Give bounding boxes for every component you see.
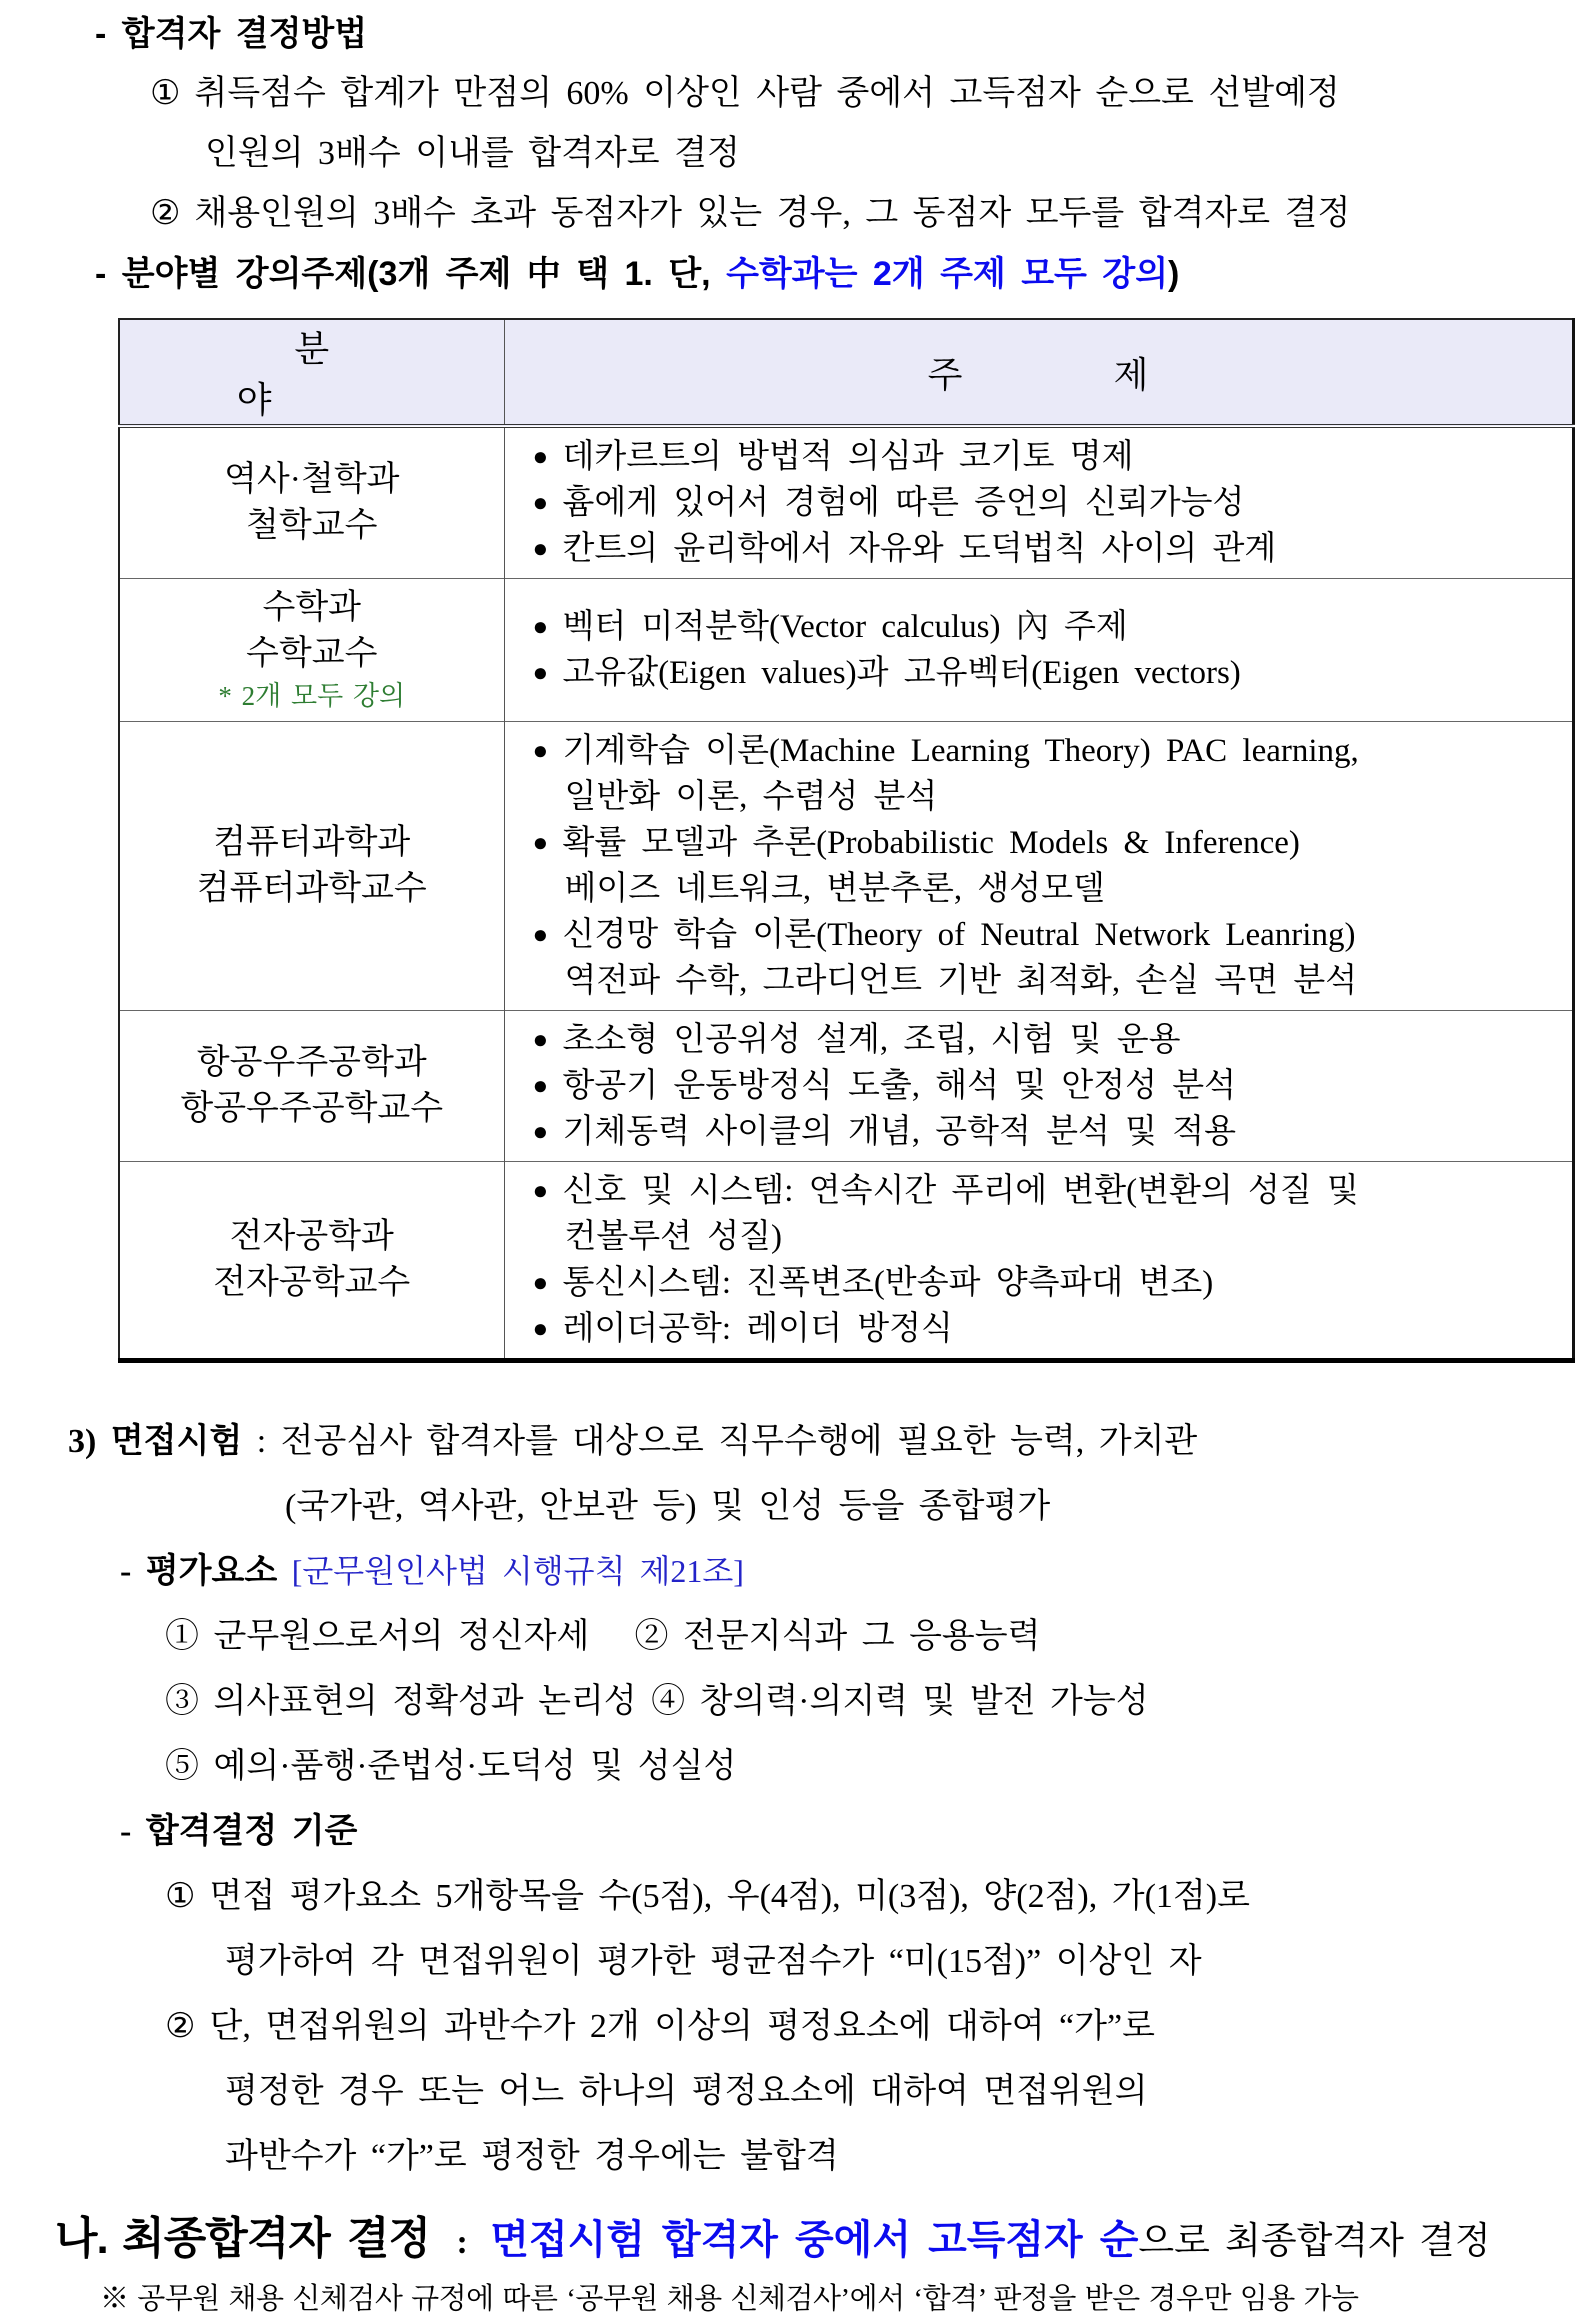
- circled-1: ①: [150, 75, 181, 112]
- eval-item-3: ③ 의사표현의 정확성과 논리성: [165, 1683, 637, 1720]
- pass-item-2-line-1: [150, 184, 1582, 244]
- table-row-electronics: [119, 1162, 1573, 1361]
- heading-pass-decision-method: - 합격자 결정방법: [95, 15, 368, 53]
- final-rest-text: 으로 최종합격자 결정: [1138, 2221, 1491, 2262]
- topic-line: ● 기계학습 이론(Machine Learning Theory) PAC learning,: [523, 728, 1572, 774]
- lecture-heading-blue-note: 수학과는 2개 주제 모두 강의: [726, 255, 1169, 293]
- heading-lecture-topics: [95, 244, 1582, 304]
- bullet-icon: ●: [532, 612, 549, 641]
- circled-2: ②: [150, 195, 181, 232]
- bullet-icon: ●: [532, 1117, 549, 1146]
- bullet-icon: ●: [532, 920, 549, 949]
- field-name: [119, 1162, 504, 1361]
- field-line: 항공우주공학과: [196, 1044, 427, 1081]
- field-line: 항공우주공학교수: [180, 1090, 444, 1127]
- field-subject-table: [118, 318, 1575, 1363]
- topic-line: ● 기체동력 사이클의 개념, 공학적 분석 및 적용: [523, 1109, 1572, 1155]
- topic-line: ● 레이더공학: 레이더 방정식: [523, 1306, 1572, 1352]
- lecture-heading-prefix: - 분야별 강의주제(3개 주제 中 택 1. 단,: [95, 255, 727, 293]
- eval-row-2: [165, 1669, 1582, 1734]
- pass-item-1-line-1: [150, 64, 1582, 124]
- final-blue-phrase: 면접시험 합격자 중에서 고득점자 순: [490, 2218, 1139, 2262]
- table-row-computer-science: [119, 722, 1573, 1011]
- table-row-aerospace: [119, 1011, 1573, 1162]
- field-line: 수학과: [262, 589, 362, 626]
- eval-item-4: ④ 창의력·의지력 및 발전 가능성: [651, 1683, 1149, 1720]
- topic-line: ● 흄에게 있어서 경험에 따른 증언의 신뢰가능성: [523, 480, 1572, 526]
- topic-line: ● 벡터 미적분학(Vector calculus) 內 주제: [523, 604, 1572, 650]
- interview-section-title: 면접시험: [110, 1423, 243, 1460]
- topics-cell: [504, 426, 1573, 579]
- table-header-field: 분야: [119, 319, 504, 426]
- table-header-subject: 주제: [504, 319, 1573, 426]
- topics-cell: [504, 579, 1573, 722]
- bullet-icon: ●: [532, 1071, 549, 1100]
- interview-section-num: 3): [68, 1423, 97, 1460]
- final-section-title: 최종합격자 결정: [122, 2214, 430, 2263]
- bullet-icon: ●: [532, 658, 549, 687]
- circled-1: ①: [165, 1878, 196, 1915]
- pass-item-2-text-1: 채용인원의 3배수 초과 동점자가 있는 경우, 그 동점자 모두를 합격자로 결정: [194, 195, 1351, 232]
- bullet-icon: ●: [532, 534, 549, 563]
- topic-line: ● 확률 모델과 추론(Probabilistic Models & Inference): [523, 820, 1572, 866]
- topic-line: ● 고유값(Eigen values)과 고유벡터(Eigen vectors): [523, 650, 1572, 696]
- criteria-item-2-line-2: 평정한 경우 또는 어느 하나의 평정요소에 대하여 면접위원의: [225, 2073, 1148, 2110]
- interview-desc-1: 전공심사 합격자를 대상으로 직무수행에 필요한 능력, 가치관: [280, 1423, 1198, 1460]
- field-name: [119, 579, 504, 722]
- final-section-label: 나.: [55, 2214, 108, 2263]
- eval-legal-reference: [군무원인사법 시행규칙 제21조]: [291, 1553, 744, 1589]
- eval-item-2: ② 전문지식과 그 응용능력: [634, 1618, 1041, 1655]
- topic-line: ● 항공기 운동방정식 도출, 해석 및 안정성 분석: [523, 1063, 1572, 1109]
- topic-line-continuation: 베이즈 네트워크, 변분추론, 생성모델: [564, 871, 1105, 907]
- pass-item-1-text-1: 취득점수 합계가 만점의 60% 이상인 사람 중에서 고득점자 순으로 선발예정: [194, 75, 1340, 112]
- topic-line: ● 신경망 학습 이론(Theory of Neutral Network Leanring): [523, 912, 1572, 958]
- bullet-icon: ●: [532, 736, 549, 765]
- eval-heading: - 평가요소: [120, 1553, 278, 1590]
- field-line: 전자공학과: [229, 1218, 394, 1255]
- topic-line-continuation: 일반화 이론, 수렴성 분석: [564, 779, 938, 815]
- bullet-icon: ●: [532, 1314, 549, 1343]
- topic-line-continuation: 컨볼루션 성질): [564, 1219, 783, 1255]
- field-line: 컴퓨터과학과: [213, 824, 411, 861]
- bullet-icon: ●: [532, 442, 549, 471]
- topics-cell: [504, 722, 1573, 1011]
- field-line: 전자공학교수: [213, 1264, 411, 1301]
- field-name: [119, 722, 504, 1011]
- bullet-icon: ●: [532, 828, 549, 857]
- table-header-row: [119, 319, 1573, 426]
- criteria-heading: - 합격결정 기준: [120, 1813, 358, 1850]
- field-line: 컴퓨터과학교수: [196, 870, 427, 907]
- lecture-heading-suffix: ): [1168, 255, 1180, 293]
- interview-desc-2: (국가관, 역사관, 안보관 등) 및 인성 등을 종합평가: [285, 1488, 1051, 1525]
- field-line: 수학교수: [246, 635, 378, 672]
- circled-2: ②: [165, 2008, 196, 2045]
- topic-line-continuation: 역전파 수학, 그라디언트 기반 최적화, 손실 곡면 분석: [564, 963, 1358, 999]
- criteria-item-2-line-3: 과반수가 “가”로 평정한 경우에는 불합격: [225, 2138, 839, 2175]
- bullet-icon: ●: [532, 1025, 549, 1054]
- final-colon: :: [456, 2224, 468, 2261]
- topics-cell: [504, 1011, 1573, 1162]
- field-name: [119, 1011, 504, 1162]
- criteria-item-1-line-1: ① 면접 평가요소 5개항목을 수(5점), 우(4점), 미(3점), 양(2점), 가(1점)로: [165, 1864, 1582, 1929]
- final-decision-line: [55, 2207, 1582, 2275]
- field-line: 역사·철학과: [223, 461, 400, 498]
- field-name: [119, 426, 504, 579]
- eval-item-1: ① 군무원으로서의 정신자세: [165, 1618, 590, 1655]
- criteria-item-1-line-2: 평가하여 각 면접위원이 평가한 평균점수가 “미(15점)” 이상인 자: [225, 1943, 1202, 1980]
- interview-colon: :: [256, 1423, 267, 1460]
- bullet-icon: ●: [532, 1176, 549, 1205]
- field-line: 철학교수: [246, 507, 378, 544]
- interview-section-line: [68, 1409, 1582, 1474]
- bullet-icon: ●: [532, 488, 549, 517]
- topic-line: ● 신호 및 시스템: 연속시간 푸리에 변환(변환의 성질 및: [523, 1168, 1572, 1214]
- table-row-math: [119, 579, 1573, 722]
- pass-item-1-line-2: 인원의 3배수 이내를 합격자로 결정: [205, 135, 740, 172]
- eval-item-5: ⑤ 예의·품행·준법성·도덕성 및 성실성: [165, 1748, 737, 1785]
- physical-exam-note: ※ 공무원 채용 신체검사 규정에 따른 ‘공무원 채용 신체검사’에서 ‘합격’ 판정을 받은 경우만 임용 가능: [100, 2283, 1359, 2315]
- topics-cell: [504, 1162, 1573, 1361]
- table-row-history-philosophy: [119, 426, 1573, 579]
- topic-line: ● 초소형 인공위성 설계, 조립, 시험 및 운용: [523, 1017, 1572, 1063]
- field-note-green: * 2개 모두 강의: [218, 681, 406, 711]
- topic-line: ● 칸트의 윤리학에서 자유와 도덕법칙 사이의 관계: [523, 526, 1572, 572]
- topic-line: ● 통신시스템: 진폭변조(반송파 양측파대 변조): [523, 1260, 1572, 1306]
- criteria-item-2-line-1: ② 단, 면접위원의 과반수가 2개 이상의 평정요소에 대하여 “가”로: [165, 1994, 1582, 2059]
- eval-heading-line: [120, 1539, 1582, 1604]
- bullet-icon: ●: [532, 1268, 549, 1297]
- eval-row-1: [165, 1604, 1582, 1669]
- topic-line: ● 데카르트의 방법적 의심과 코기토 명제: [523, 434, 1572, 480]
